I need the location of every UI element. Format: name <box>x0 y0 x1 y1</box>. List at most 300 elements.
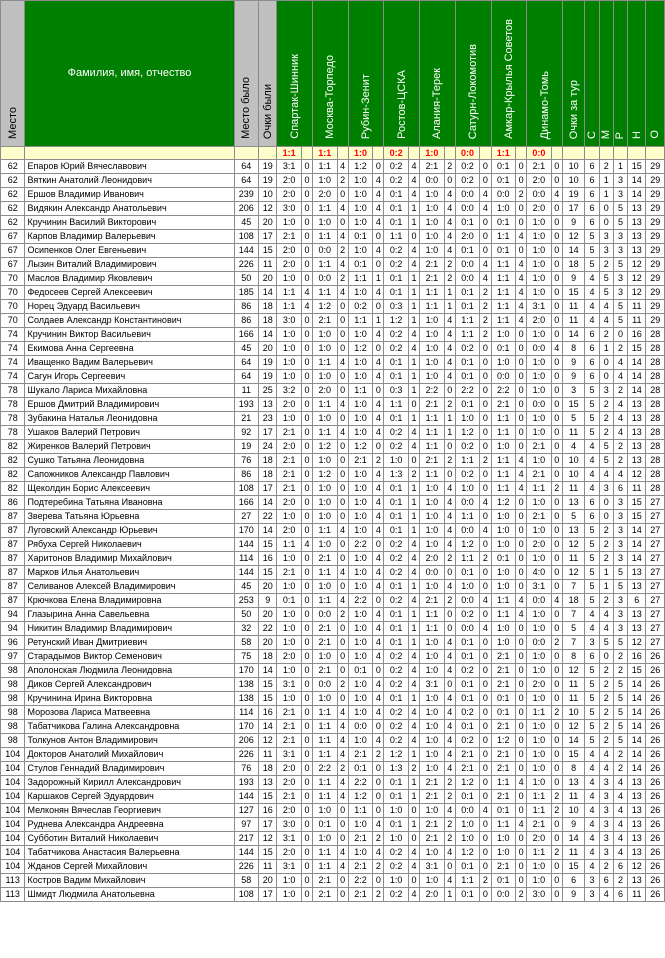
table-cell: 0 <box>551 664 562 678</box>
table-cell: 0:1 <box>455 286 479 300</box>
table-cell: 6 <box>585 356 599 370</box>
table-cell: 0 <box>301 678 312 692</box>
table-cell: 94 <box>1 608 25 622</box>
table-cell: 27 <box>646 566 665 580</box>
table-cell: 1:1 <box>420 608 444 622</box>
table-cell: 5 <box>585 412 599 426</box>
table-cell: 6 <box>613 860 627 874</box>
table-cell: 0:0 <box>491 888 515 902</box>
table-cell: 29 <box>646 202 665 216</box>
table-cell: 0:0 <box>348 720 372 734</box>
table-cell: 0 <box>515 398 526 412</box>
table-cell: 2 <box>599 594 613 608</box>
table-cell: 1 <box>599 566 613 580</box>
table-cell: 1:1 <box>527 804 551 818</box>
table-cell: 108 <box>234 482 258 496</box>
table-cell: 29 <box>646 244 665 258</box>
table-cell: 4 <box>408 888 419 902</box>
table-cell: 0 <box>480 510 491 524</box>
table-cell: 4 <box>373 398 384 412</box>
table-cell: 12 <box>628 258 646 272</box>
table-cell: 26 <box>646 832 665 846</box>
table-cell: 1:1 <box>277 286 301 300</box>
table-cell: 5 <box>585 426 599 440</box>
table-cell: 0 <box>551 496 562 510</box>
table-cell: 5 <box>613 258 627 272</box>
table-cell: 86 <box>234 300 258 314</box>
table-cell: 20 <box>259 216 277 230</box>
table-cell: 144 <box>234 538 258 552</box>
table-cell: 0 <box>337 580 348 594</box>
table-cell: 4 <box>408 538 419 552</box>
table-cell: 1:0 <box>420 706 444 720</box>
table-cell: 17 <box>259 230 277 244</box>
table-cell: 4 <box>373 412 384 426</box>
table-cell: 4 <box>373 510 384 524</box>
table-cell: 4 <box>480 594 491 608</box>
table-cell: 5 <box>585 678 599 692</box>
table-cell: 2 <box>480 300 491 314</box>
header-o: О <box>646 1 665 147</box>
table-cell: 1:0 <box>420 538 444 552</box>
table-cell: 0:2 <box>384 846 408 860</box>
table-cell: 1:1 <box>384 230 408 244</box>
result-7: 1:1 <box>491 147 515 160</box>
table-cell: 2:1 <box>527 440 551 454</box>
table-cell: 2 <box>599 692 613 706</box>
table-cell: 0:0 <box>455 524 479 538</box>
table-cell: 2 <box>599 706 613 720</box>
table-cell: 0:0 <box>420 566 444 580</box>
table-row <box>1 398 665 412</box>
table-cell: 28 <box>646 482 665 496</box>
table-cell: 32 <box>234 622 258 636</box>
table-cell: 1:0 <box>527 244 551 258</box>
table-cell: 1:0 <box>420 580 444 594</box>
table-cell: 1:0 <box>277 510 301 524</box>
table-cell: 0 <box>551 580 562 594</box>
table-cell: 0 <box>301 664 312 678</box>
table-cell: 0 <box>480 216 491 230</box>
table-cell: 2 <box>444 776 455 790</box>
table-cell: 1:0 <box>491 580 515 594</box>
table-cell: 3:2 <box>277 384 301 398</box>
table-cell: 4 <box>337 720 348 734</box>
table-cell: 0 <box>515 692 526 706</box>
table-cell: 0:2 <box>384 734 408 748</box>
table-cell: 5 <box>613 580 627 594</box>
header-match-8: Динамо-Томь <box>527 1 563 147</box>
table-cell: 0 <box>480 776 491 790</box>
table-cell: 0 <box>301 734 312 748</box>
table-cell: 26 <box>646 748 665 762</box>
table-cell: 12 <box>628 636 646 650</box>
table-cell: 1 <box>613 160 627 174</box>
table-cell: 1:0 <box>527 496 551 510</box>
table-cell: 104 <box>1 832 25 846</box>
table-cell: 16 <box>628 328 646 342</box>
table-cell: 0:1 <box>455 566 479 580</box>
participant-name: Вяткин Анатолий Леонидович <box>25 174 234 188</box>
table-cell: 1:0 <box>420 342 444 356</box>
table-cell: 10 <box>562 454 584 468</box>
table-cell: 0 <box>515 496 526 510</box>
table-cell: 2:1 <box>277 706 301 720</box>
table-cell: 20 <box>259 608 277 622</box>
table-cell: 4 <box>373 286 384 300</box>
table-cell: 2 <box>444 790 455 804</box>
table-cell: 23 <box>259 412 277 426</box>
table-cell: 14 <box>259 664 277 678</box>
table-cell: 0 <box>551 608 562 622</box>
table-cell: 0:0 <box>455 202 479 216</box>
table-cell: 4 <box>480 804 491 818</box>
table-cell: 0:0 <box>527 188 551 202</box>
table-cell: 4 <box>301 538 312 552</box>
participant-name: Стулов Геннадий Владимирович <box>25 762 234 776</box>
table-cell: 98 <box>1 734 25 748</box>
table-cell: 0:2 <box>384 258 408 272</box>
table-cell: 3 <box>613 552 627 566</box>
table-cell: 15 <box>562 286 584 300</box>
table-cell: 0:1 <box>455 860 479 874</box>
table-cell: 0 <box>551 244 562 258</box>
table-cell: 21 <box>234 412 258 426</box>
table-cell: 0 <box>551 720 562 734</box>
table-cell: 2 <box>444 832 455 846</box>
table-cell: 1:0 <box>277 874 301 888</box>
table-cell: 2:1 <box>420 272 444 286</box>
table-cell: 2 <box>599 720 613 734</box>
table-cell: 2:1 <box>420 160 444 174</box>
table-cell: 0 <box>337 188 348 202</box>
table-cell: 0:2 <box>455 160 479 174</box>
table-cell: 78 <box>1 412 25 426</box>
table-cell: 2:0 <box>277 524 301 538</box>
table-cell: 5 <box>562 510 584 524</box>
table-cell: 0 <box>515 538 526 552</box>
table-cell: 226 <box>234 748 258 762</box>
table-cell: 4 <box>585 468 599 482</box>
table-cell: 0:0 <box>491 188 515 202</box>
table-row <box>1 272 665 286</box>
table-cell: 2 <box>373 860 384 874</box>
table-cell: 4 <box>444 244 455 258</box>
table-cell: 0 <box>337 468 348 482</box>
table-cell: 29 <box>646 286 665 300</box>
header-match-1: Спартак-Шинник <box>277 1 313 147</box>
table-cell: 0 <box>480 356 491 370</box>
table-cell: 87 <box>1 510 25 524</box>
table-cell: 4 <box>337 860 348 874</box>
table-cell: 0 <box>301 608 312 622</box>
table-cell: 4 <box>444 692 455 706</box>
table-cell: 0:1 <box>384 412 408 426</box>
table-cell: 10 <box>562 468 584 482</box>
table-cell: 1 <box>408 286 419 300</box>
table-cell: 4 <box>444 734 455 748</box>
table-row <box>1 706 665 720</box>
table-cell: 1:0 <box>348 636 372 650</box>
table-cell: 0 <box>515 356 526 370</box>
table-cell: 4 <box>599 300 613 314</box>
table-cell: 1:0 <box>420 846 444 860</box>
table-cell: 5 <box>585 244 599 258</box>
table-cell: 1:0 <box>313 370 337 384</box>
table-cell: 2 <box>613 342 627 356</box>
table-cell: 1:0 <box>527 874 551 888</box>
table-cell: 2:1 <box>313 664 337 678</box>
table-cell: 2:1 <box>420 790 444 804</box>
table-cell: 1:1 <box>491 272 515 286</box>
table-cell: 11 <box>259 258 277 272</box>
table-cell: 0 <box>551 258 562 272</box>
table-cell: 0 <box>373 776 384 790</box>
table-cell: 1:2 <box>313 468 337 482</box>
table-cell: 104 <box>1 776 25 790</box>
table-cell: 0 <box>551 888 562 902</box>
table-cell: 0 <box>301 552 312 566</box>
table-cell: 5 <box>585 734 599 748</box>
table-cell: 4 <box>373 566 384 580</box>
table-cell: 11 <box>259 860 277 874</box>
table-cell: 4 <box>373 706 384 720</box>
table-row <box>1 244 665 258</box>
table-cell: 28 <box>646 328 665 342</box>
table-row <box>1 860 665 874</box>
table-cell: 4 <box>373 216 384 230</box>
table-cell: 0:1 <box>348 258 372 272</box>
table-cell: 4 <box>337 734 348 748</box>
table-cell: 0 <box>337 300 348 314</box>
table-cell: 0 <box>408 874 419 888</box>
table-cell: 0 <box>551 818 562 832</box>
table-cell: 2 <box>373 748 384 762</box>
table-row <box>1 258 665 272</box>
table-cell: 0:2 <box>455 734 479 748</box>
table-cell: 114 <box>234 552 258 566</box>
table-cell: 4 <box>585 860 599 874</box>
table-cell: 0 <box>301 174 312 188</box>
table-cell: 15 <box>259 678 277 692</box>
table-cell: 0 <box>301 720 312 734</box>
table-cell: 4 <box>408 328 419 342</box>
table-cell: 4 <box>337 566 348 580</box>
table-cell: 0:1 <box>384 370 408 384</box>
table-cell: 1 <box>408 748 419 762</box>
table-cell: 1:0 <box>527 384 551 398</box>
table-cell: 4 <box>515 818 526 832</box>
table-cell: 0:0 <box>313 244 337 258</box>
table-cell: 5 <box>599 272 613 286</box>
table-cell: 4 <box>444 720 455 734</box>
table-cell: 0 <box>301 636 312 650</box>
table-cell: 4 <box>444 706 455 720</box>
table-cell: 0 <box>480 174 491 188</box>
table-cell: 92 <box>234 426 258 440</box>
table-cell: 3:1 <box>277 678 301 692</box>
table-cell: 0:3 <box>384 300 408 314</box>
table-cell: 58 <box>234 636 258 650</box>
participant-name: Толкунов Антон Владимирович <box>25 734 234 748</box>
table-cell: 0 <box>515 216 526 230</box>
table-cell: 13 <box>628 398 646 412</box>
table-cell: 0:2 <box>384 594 408 608</box>
table-cell: 4 <box>585 314 599 328</box>
table-cell: 2:1 <box>491 762 515 776</box>
table-cell: 0 <box>551 566 562 580</box>
table-cell: 0:1 <box>384 496 408 510</box>
table-cell: 5 <box>562 622 584 636</box>
table-cell: 1 <box>408 202 419 216</box>
table-cell: 2 <box>337 244 348 258</box>
table-cell: 4 <box>480 496 491 510</box>
table-row <box>1 804 665 818</box>
table-row <box>1 286 665 300</box>
participant-name: Ушаков Валерий Петрович <box>25 426 234 440</box>
table-cell: 12 <box>562 538 584 552</box>
table-row <box>1 384 665 398</box>
table-cell: 4 <box>599 314 613 328</box>
table-cell: 0 <box>551 622 562 636</box>
table-cell: 5 <box>585 692 599 706</box>
table-cell: 3 <box>613 594 627 608</box>
table-cell: 26 <box>646 734 665 748</box>
table-cell: 1:0 <box>420 244 444 258</box>
table-cell: 166 <box>234 496 258 510</box>
table-cell: 4 <box>408 188 419 202</box>
table-cell: 4 <box>599 622 613 636</box>
table-cell: 3:1 <box>277 748 301 762</box>
table-cell: 6 <box>585 342 599 356</box>
table-cell: 0 <box>515 244 526 258</box>
table-cell: 0:1 <box>384 202 408 216</box>
table-cell: 20 <box>259 342 277 356</box>
table-cell: 1:1 <box>527 846 551 860</box>
table-cell: 4 <box>373 818 384 832</box>
table-cell: 0:1 <box>384 272 408 286</box>
table-cell: 14 <box>628 552 646 566</box>
table-cell: 0 <box>337 496 348 510</box>
table-cell: 29 <box>646 258 665 272</box>
table-cell: 6 <box>585 650 599 664</box>
table-cell: 2 <box>444 272 455 286</box>
table-cell: 1:0 <box>491 832 515 846</box>
table-cell: 87 <box>1 594 25 608</box>
table-cell: 26 <box>646 706 665 720</box>
table-cell: 2:1 <box>277 230 301 244</box>
table-cell: 82 <box>1 482 25 496</box>
table-cell: 4 <box>444 804 455 818</box>
table-cell: 14 <box>562 734 584 748</box>
table-cell: 1:0 <box>491 846 515 860</box>
table-cell: 3 <box>613 174 627 188</box>
table-cell: 0 <box>337 538 348 552</box>
table-cell: 4 <box>613 426 627 440</box>
table-cell: 0:0 <box>527 398 551 412</box>
table-cell: 12 <box>562 230 584 244</box>
table-cell: 1:0 <box>348 356 372 370</box>
table-cell: 11 <box>562 790 584 804</box>
table-cell: 13 <box>628 566 646 580</box>
table-cell: 2 <box>373 454 384 468</box>
table-cell: 2 <box>613 664 627 678</box>
table-cell: 87 <box>1 552 25 566</box>
table-cell: 0 <box>515 510 526 524</box>
participant-name: Мелконян Вячеслав Георгиевич <box>25 804 234 818</box>
table-cell: 45 <box>234 342 258 356</box>
table-cell: 0 <box>301 524 312 538</box>
table-cell: 4 <box>373 202 384 216</box>
table-cell: 1:0 <box>348 552 372 566</box>
table-cell: 5 <box>585 706 599 720</box>
table-row <box>1 440 665 454</box>
table-cell: 2:0 <box>527 538 551 552</box>
table-cell: 2:0 <box>277 846 301 860</box>
table-cell: 4 <box>444 370 455 384</box>
table-row <box>1 580 665 594</box>
table-cell: 26 <box>646 776 665 790</box>
table-cell: 166 <box>234 328 258 342</box>
table-cell: 18 <box>562 258 584 272</box>
table-cell: 1:1 <box>491 482 515 496</box>
table-cell: 14 <box>628 706 646 720</box>
table-cell: 19 <box>562 188 584 202</box>
table-cell: 13 <box>628 202 646 216</box>
table-cell: 5 <box>585 664 599 678</box>
table-cell: 0 <box>301 888 312 902</box>
table-cell: 2:1 <box>277 720 301 734</box>
result-8: 0:0 <box>527 147 551 160</box>
table-cell: 4 <box>551 188 562 202</box>
table-cell: 0 <box>444 440 455 454</box>
table-cell: 26 <box>646 846 665 860</box>
table-cell: 0:2 <box>384 342 408 356</box>
table-cell: 1:0 <box>527 454 551 468</box>
table-cell: 138 <box>234 678 258 692</box>
table-cell: 1:1 <box>455 552 479 566</box>
table-cell: 45 <box>234 580 258 594</box>
table-cell: 4 <box>337 790 348 804</box>
table-cell: 26 <box>646 664 665 678</box>
table-cell: 4 <box>373 580 384 594</box>
table-cell: 0:2 <box>455 174 479 188</box>
table-cell: 1:0 <box>527 748 551 762</box>
table-cell: 1:0 <box>491 356 515 370</box>
table-cell: 4 <box>337 160 348 174</box>
table-cell: 12 <box>562 720 584 734</box>
table-cell: 6 <box>585 510 599 524</box>
table-cell: 0:1 <box>277 594 301 608</box>
table-cell: 1:1 <box>491 818 515 832</box>
table-cell: 0 <box>480 762 491 776</box>
table-cell: 4 <box>515 272 526 286</box>
table-cell: 98 <box>1 706 25 720</box>
table-cell: 4 <box>301 300 312 314</box>
table-cell: 0 <box>551 650 562 664</box>
table-cell: 0:0 <box>455 188 479 202</box>
participant-name: Жданов Сергей Михайлович <box>25 860 234 874</box>
table-cell: 64 <box>234 174 258 188</box>
table-cell: 0 <box>408 804 419 818</box>
table-cell: 1:0 <box>313 412 337 426</box>
table-cell: 6 <box>613 888 627 902</box>
table-row <box>1 174 665 188</box>
header-s: С <box>585 1 599 147</box>
table-cell: 1:0 <box>527 664 551 678</box>
table-cell: 4 <box>337 426 348 440</box>
table-cell: 2 <box>551 846 562 860</box>
